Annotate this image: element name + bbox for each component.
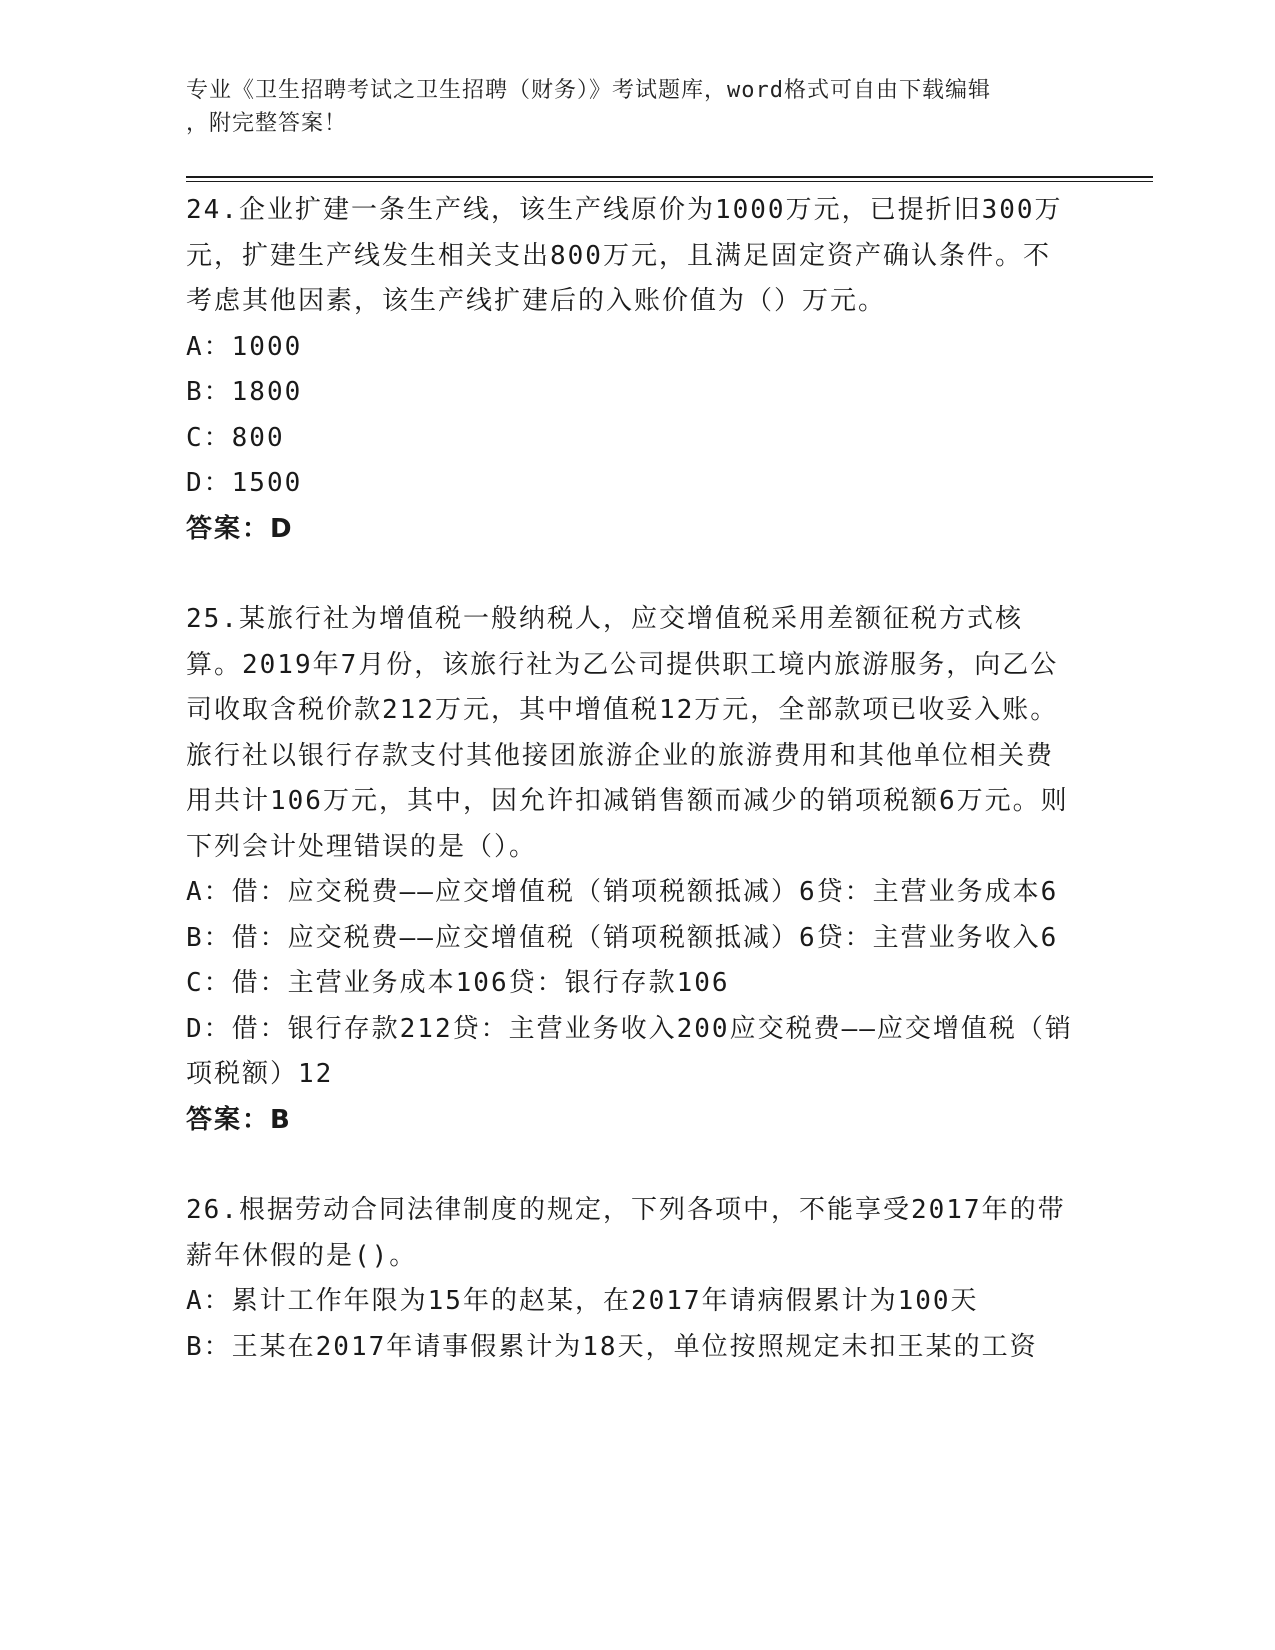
- option-b: B：王某在2017年请事假累计为18天，单位按照规定未扣王某的工资: [186, 1331, 1038, 1362]
- header-divider-thin: [186, 181, 1153, 182]
- questions-body: [186, 188, 1076, 1370]
- question-text: 24.企业扩建一条生产线，该生产线原价为1000万元，已提折旧300万元，扩建生产线发生相关支出800万元，且满足固定资产确认条件。不考虑其他因素，该生产线扩建后的入账价值为（）万元。: [186, 195, 1063, 316]
- option-b: B：1800: [186, 377, 303, 407]
- question-26: [186, 1188, 1076, 1370]
- question-spacer: [186, 1143, 1076, 1188]
- option-d: D：1500: [186, 468, 303, 498]
- header-line-1: 专业《卫生招聘考试之卫生招聘（财务）》考试题库，word格式可自由下载编辑: [186, 78, 991, 103]
- option-a: A：累计工作年限为15年的赵某，在2017年请病假累计为100天: [186, 1286, 979, 1316]
- question-25: [186, 597, 1076, 1143]
- answer-label: 答案：D: [186, 513, 294, 544]
- option-a: A：借：应交税费——应交增值税（销项税额抵减）6贷：主营业务成本6: [186, 877, 1059, 907]
- question-text: 26.根据劳动合同法律制度的规定，下列各项中，不能享受2017年的带薪年休假的是()。: [186, 1195, 1066, 1271]
- question-spacer: [186, 552, 1076, 597]
- option-a: A：1000: [186, 331, 303, 362]
- answer-label: 答案：B: [186, 1104, 292, 1135]
- header-divider-thick: [186, 176, 1153, 178]
- option-c: C：借：主营业务成本106贷：银行存款106: [186, 968, 730, 998]
- header-line-2: ，附完整答案！: [186, 111, 348, 136]
- option-c: C：800: [186, 422, 285, 453]
- question-24: [186, 188, 1076, 552]
- document-header: [186, 74, 1066, 140]
- question-text: 25.某旅行社为增值税一般纳税人，应交增值税采用差额征税方式核算。2019年7月份，该旅行社为乙公司提供职工境内旅游服务，向乙公司收取含税价款212万元，其中增值税12万元，全部款项已收妥入账。旅行社以银行存款支付其他接团旅游企业的旅游费用和其他单位相关费用共计106万元，其中，因允许扣减销售额而减少的销项税额6万元。则下列会计处理错误的是（）。: [186, 604, 1069, 862]
- option-b: B：借：应交税费——应交增值税（销项税额抵减）6贷：主营业务收入6: [186, 922, 1059, 953]
- option-d: D：借：银行存款212贷：主营业务收入200应交税费——应交增值税（销项税额）12: [186, 1013, 1073, 1089]
